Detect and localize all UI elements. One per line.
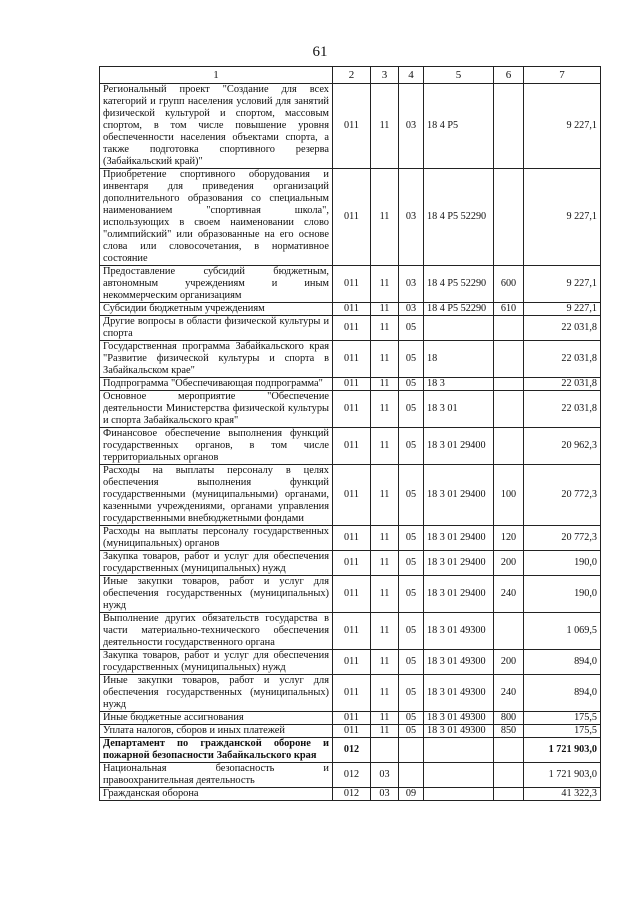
row-name: Расходы на выплаты персоналу государственных (муниципальных) органов [100,526,333,551]
row-subsection-code: 03 [399,169,424,266]
row-name: Расходы на выплаты персоналу в целях обеспечения выполнения функций государственными (муниципальными) органами, казенными учреждениями, органами управления государственными внебюджетными фондами [100,465,333,526]
header-col-7: 7 [524,67,601,84]
row-target-article: 18 4 P5 52290 [424,266,494,303]
row-expense-type [494,788,524,801]
row-ministry-code: 011 [333,526,371,551]
row-amount: 894,0 [524,675,601,712]
row-expense-type [494,613,524,650]
row-section-code: 11 [371,675,399,712]
row-subsection-code: 05 [399,725,424,738]
row-amount: 1 721 903,0 [524,738,601,763]
row-target-article: 18 3 01 49300 [424,675,494,712]
row-target-article: 18 3 01 49300 [424,613,494,650]
row-name: Уплата налогов, сборов и иных платежей [100,725,333,738]
row-ministry-code: 011 [333,303,371,316]
row-ministry-code: 011 [333,341,371,378]
row-ministry-code: 011 [333,378,371,391]
row-amount: 20 772,3 [524,526,601,551]
row-name: Гражданская оборона [100,788,333,801]
row-ministry-code: 012 [333,788,371,801]
row-target-article [424,763,494,788]
row-amount: 1 069,5 [524,613,601,650]
row-subsection-code: 05 [399,428,424,465]
row-expense-type: 240 [494,675,524,712]
row-section-code: 11 [371,428,399,465]
row-amount: 20 772,3 [524,465,601,526]
row-expense-type: 240 [494,576,524,613]
row-subsection-code: 05 [399,391,424,428]
row-section-code: 11 [371,576,399,613]
row-subsection-code: 05 [399,675,424,712]
row-name: Региональный проект "Создание для всех категорий и групп населения условий для занятий физической культурой и спортом, массовым спортом, в том числе повышение уровня обеспеченности населения объектами спорта, а также подготовка спортивного резерва (Забайкальский край)" [100,84,333,169]
row-ministry-code: 011 [333,675,371,712]
row-ministry-code: 011 [333,613,371,650]
row-amount: 175,5 [524,725,601,738]
table-row [100,712,601,725]
row-ministry-code: 011 [333,84,371,169]
row-amount: 190,0 [524,576,601,613]
table-row [100,378,601,391]
row-ministry-code: 011 [333,428,371,465]
row-target-article: 18 3 01 29400 [424,428,494,465]
table-row [100,341,601,378]
table-row [100,551,601,576]
row-amount: 9 227,1 [524,84,601,169]
table-row [100,613,601,650]
row-expense-type [494,738,524,763]
row-expense-type [494,763,524,788]
row-ministry-code: 011 [333,465,371,526]
row-amount: 894,0 [524,650,601,675]
row-name: Иные бюджетные ассигнования [100,712,333,725]
row-subsection-code: 05 [399,650,424,675]
row-name: Финансовое обеспечение выполнения функций государственных органов, в том числе территориальных органов [100,428,333,465]
row-amount: 175,5 [524,712,601,725]
row-ministry-code: 011 [333,650,371,675]
row-target-article: 18 4 P5 52290 [424,303,494,316]
row-target-article: 18 3 01 [424,391,494,428]
header-col-3: 3 [371,67,399,84]
row-subsection-code: 05 [399,378,424,391]
row-expense-type: 850 [494,725,524,738]
row-target-article: 18 4 P5 52290 [424,169,494,266]
row-section-code: 11 [371,266,399,303]
row-amount: 1 721 903,0 [524,763,601,788]
row-target-article: 18 3 01 29400 [424,551,494,576]
row-section-code: 03 [371,763,399,788]
row-section-code: 11 [371,341,399,378]
table-row [100,316,601,341]
row-subsection-code: 09 [399,788,424,801]
row-name: Департамент по гражданской обороне и пожарной безопасности Забайкальского края [100,738,333,763]
table-header-row [100,67,601,84]
row-name: Закупка товаров, работ и услуг для обеспечения государственных (муниципальных) нужд [100,650,333,675]
row-section-code: 11 [371,378,399,391]
row-name: Государственная программа Забайкальского края "Развитие физической культуры и спорта в Забайкальском крае" [100,341,333,378]
row-amount: 22 031,8 [524,391,601,428]
row-ministry-code: 011 [333,391,371,428]
row-name: Иные закупки товаров, работ и услуг для обеспечения государственных (муниципальных) нужд [100,576,333,613]
row-section-code: 11 [371,316,399,341]
row-expense-type: 200 [494,551,524,576]
row-amount: 22 031,8 [524,341,601,378]
row-ministry-code: 011 [333,551,371,576]
row-section-code: 11 [371,712,399,725]
row-expense-type [494,378,524,391]
row-expense-type: 200 [494,650,524,675]
row-ministry-code: 011 [333,169,371,266]
row-section-code: 11 [371,169,399,266]
row-section-code: 11 [371,465,399,526]
row-target-article: 18 3 [424,378,494,391]
row-subsection-code [399,763,424,788]
row-section-code: 11 [371,613,399,650]
table-row [100,576,601,613]
table-row [100,169,601,266]
row-expense-type [494,391,524,428]
header-col-1: 1 [100,67,333,84]
table-row [100,465,601,526]
row-section-code: 11 [371,391,399,428]
row-name: Предоставление субсидий бюджетным, автономным учреждениям и иным некоммерческим организациям [100,266,333,303]
table-row [100,675,601,712]
row-expense-type [494,169,524,266]
table-row [100,303,601,316]
row-subsection-code: 05 [399,526,424,551]
table-row [100,266,601,303]
row-name: Иные закупки товаров, работ и услуг для обеспечения государственных (муниципальных) нужд [100,675,333,712]
row-expense-type [494,428,524,465]
row-name: Приобретение спортивного оборудования и инвентаря для приведения организаций дополнительного образования со специальным наименованием "спортивная школа", использующих в своем наименовании слово "олимпийский" или образованные на его основе слова или словосочетания, в нормативное состояние [100,169,333,266]
row-ministry-code: 012 [333,738,371,763]
row-ministry-code: 011 [333,266,371,303]
row-subsection-code: 05 [399,551,424,576]
row-name: Закупка товаров, работ и услуг для обеспечения государственных (муниципальных) нужд [100,551,333,576]
row-section-code: 11 [371,84,399,169]
row-expense-type: 120 [494,526,524,551]
header-col-4: 4 [399,67,424,84]
row-name: Другие вопросы в области физической культуры и спорта [100,316,333,341]
row-subsection-code: 03 [399,266,424,303]
row-target-article: 18 3 01 49300 [424,712,494,725]
row-expense-type: 100 [494,465,524,526]
table-row [100,428,601,465]
row-section-code [371,738,399,763]
row-section-code: 11 [371,725,399,738]
row-amount: 9 227,1 [524,303,601,316]
table-row [100,788,601,801]
header-col-6: 6 [494,67,524,84]
row-amount: 9 227,1 [524,169,601,266]
row-subsection-code: 05 [399,712,424,725]
row-target-article [424,316,494,341]
row-subsection-code: 05 [399,613,424,650]
table-row [100,763,601,788]
row-section-code: 03 [371,788,399,801]
row-expense-type: 610 [494,303,524,316]
table-row [100,738,601,763]
budget-table [99,66,601,801]
row-target-article [424,738,494,763]
row-name: Выполнение других обязательств государства в части материально-технического обеспечения деятельности государственного органа [100,613,333,650]
row-section-code: 11 [371,303,399,316]
table-row [100,391,601,428]
row-subsection-code: 03 [399,303,424,316]
table-row [100,526,601,551]
row-expense-type: 800 [494,712,524,725]
row-ministry-code: 011 [333,725,371,738]
table-row [100,84,601,169]
row-section-code: 11 [371,650,399,675]
row-ministry-code: 011 [333,576,371,613]
row-amount: 41 322,3 [524,788,601,801]
row-target-article: 18 3 01 49300 [424,725,494,738]
row-subsection-code: 05 [399,576,424,613]
row-expense-type [494,316,524,341]
row-section-code: 11 [371,551,399,576]
page-number: 61 [312,44,328,60]
row-target-article: 18 4 P5 [424,84,494,169]
row-target-article: 18 3 01 29400 [424,576,494,613]
table-row [100,725,601,738]
row-name: Основное мероприятие "Обеспечение деятельности Министерства физической культуры и спорта Забайкальского края" [100,391,333,428]
row-section-code: 11 [371,526,399,551]
row-name: Подпрограмма "Обеспечивающая подпрограмма" [100,378,333,391]
row-subsection-code: 05 [399,465,424,526]
row-amount: 22 031,8 [524,316,601,341]
row-target-article: 18 [424,341,494,378]
row-expense-type: 600 [494,266,524,303]
row-target-article [424,788,494,801]
row-ministry-code: 011 [333,712,371,725]
row-subsection-code: 05 [399,316,424,341]
row-name: Субсидии бюджетным учреждениям [100,303,333,316]
row-subsection-code: 05 [399,341,424,378]
header-col-2: 2 [333,67,371,84]
row-amount: 20 962,3 [524,428,601,465]
row-ministry-code: 012 [333,763,371,788]
row-amount: 9 227,1 [524,266,601,303]
row-ministry-code: 011 [333,316,371,341]
row-amount: 22 031,8 [524,378,601,391]
table-row [100,650,601,675]
row-subsection-code [399,738,424,763]
row-target-article: 18 3 01 49300 [424,650,494,675]
header-col-5: 5 [424,67,494,84]
row-amount: 190,0 [524,551,601,576]
row-name: Национальная безопасность и правоохранительная деятельность [100,763,333,788]
row-expense-type [494,341,524,378]
row-expense-type [494,84,524,169]
row-target-article: 18 3 01 29400 [424,526,494,551]
row-subsection-code: 03 [399,84,424,169]
row-target-article: 18 3 01 29400 [424,465,494,526]
